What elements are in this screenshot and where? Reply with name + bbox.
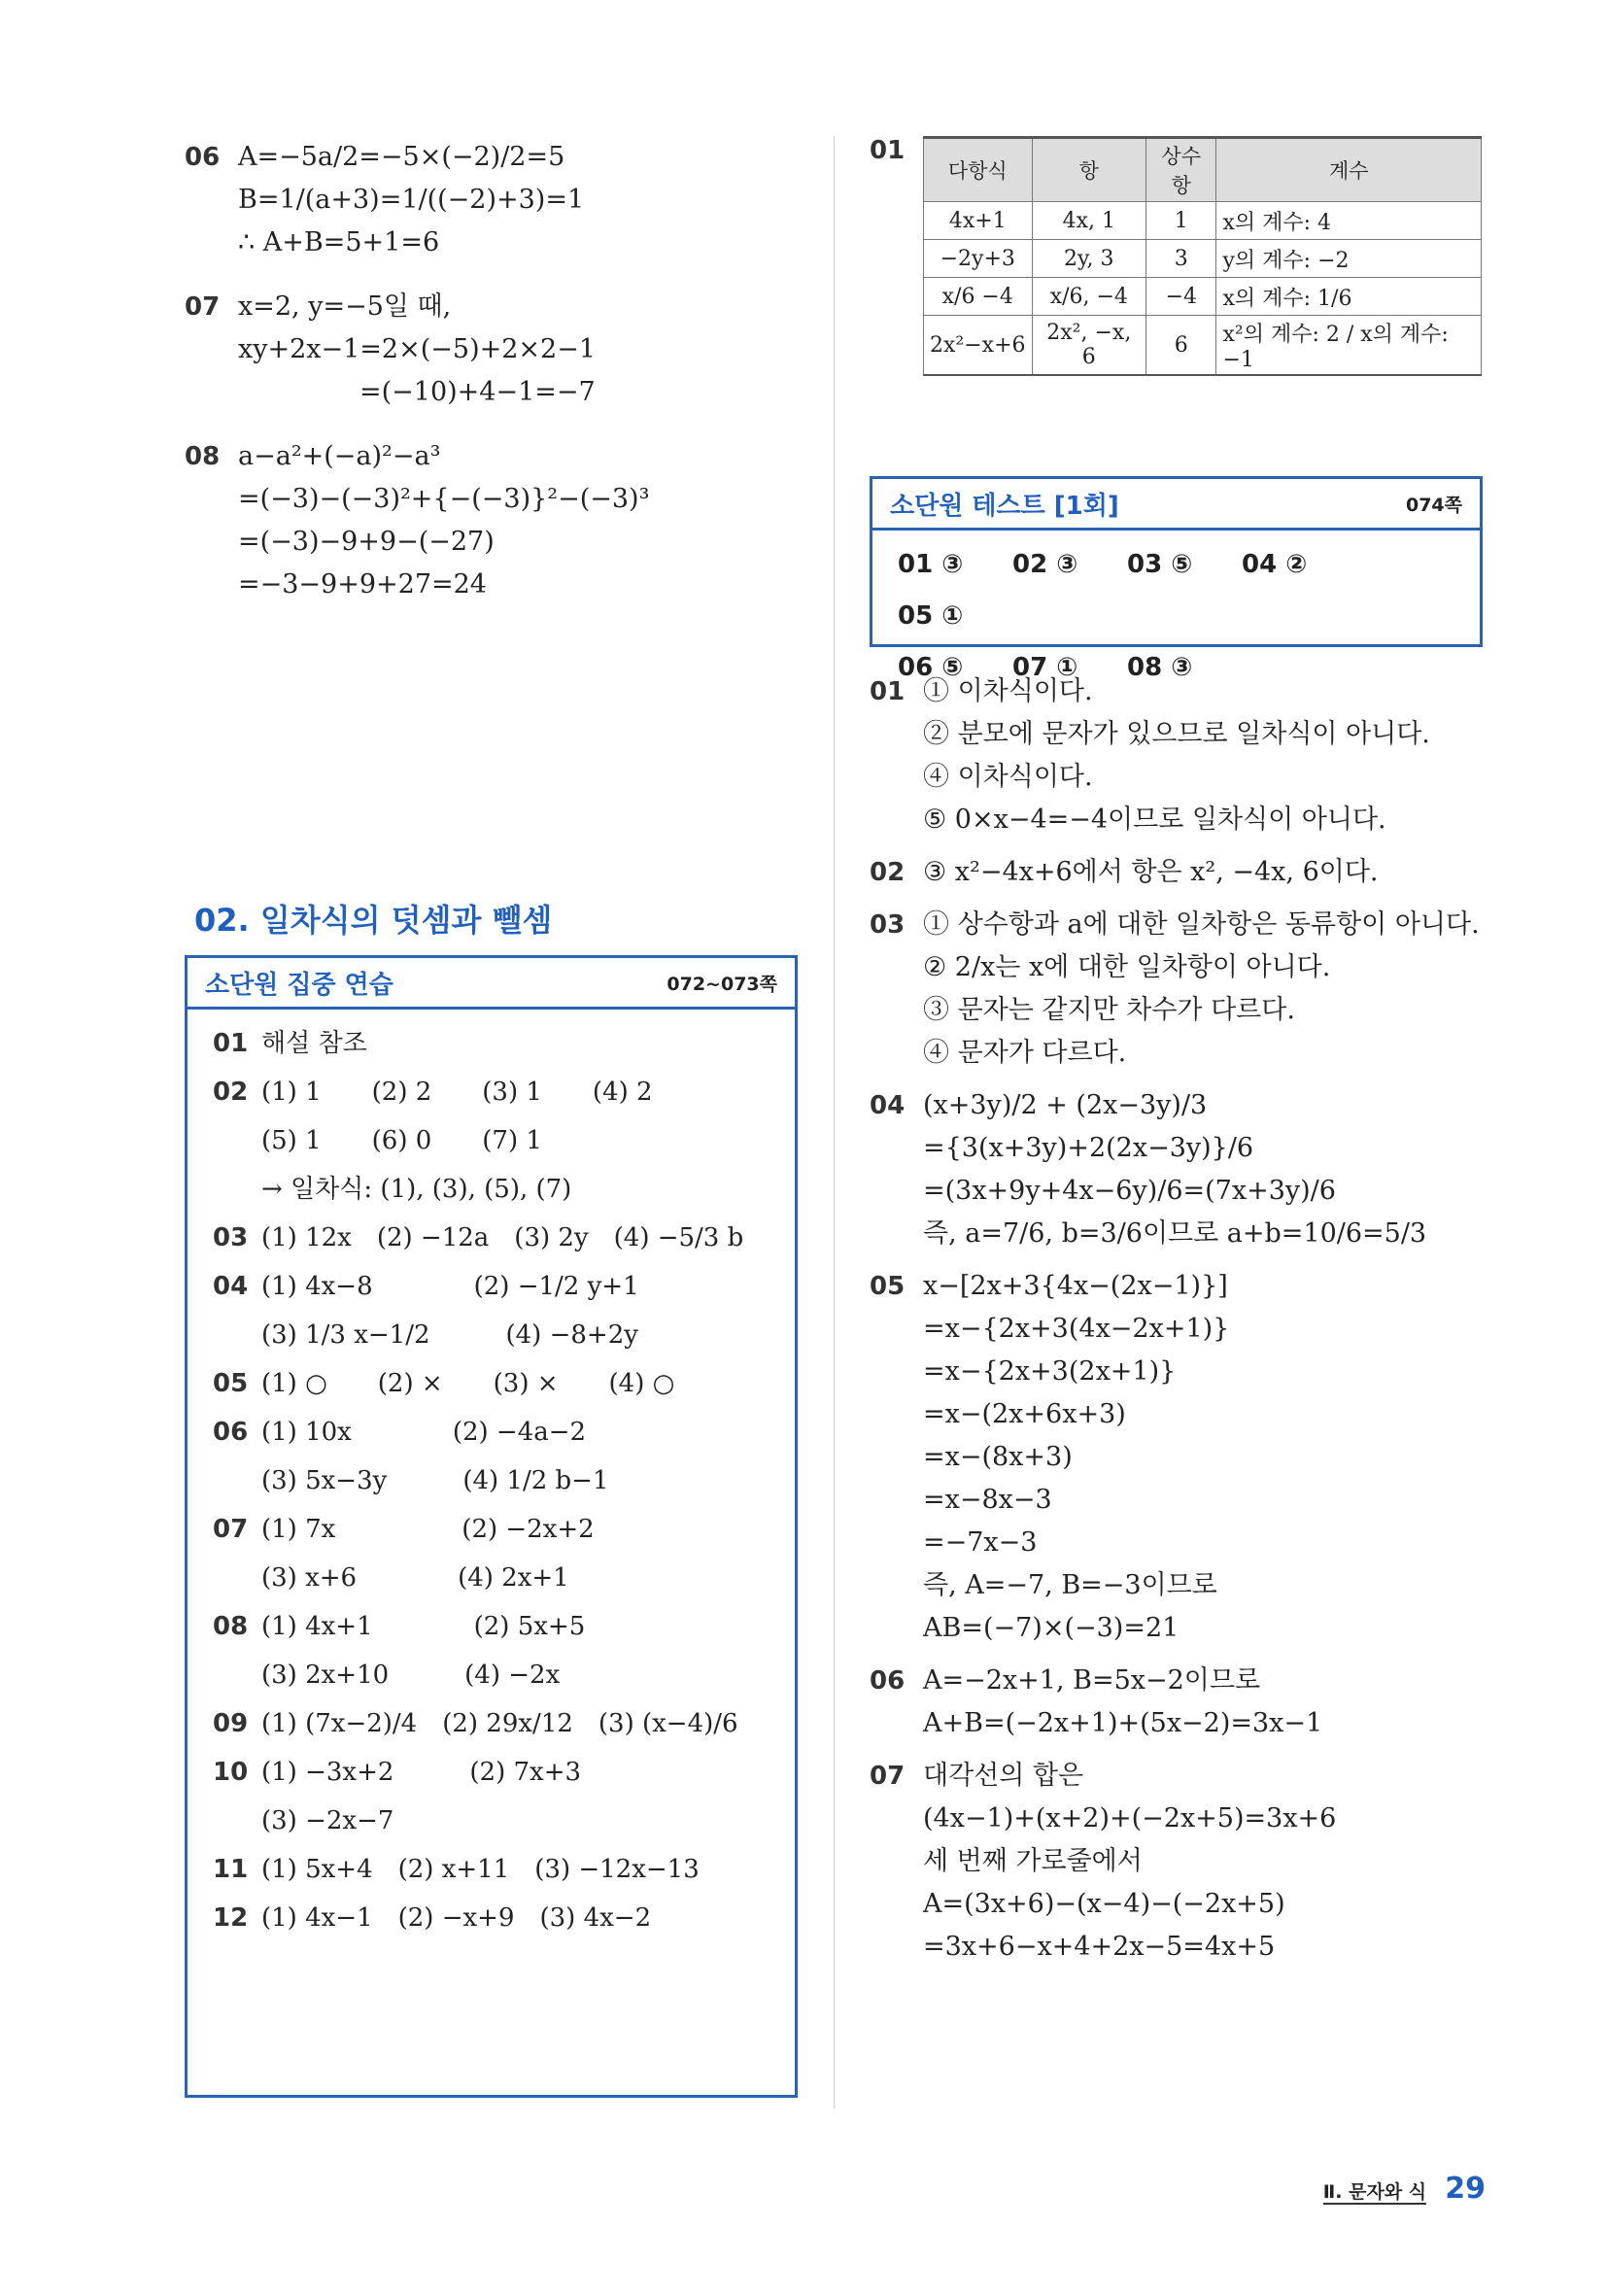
solution-04 xyxy=(870,1084,1491,1255)
solution-num: 05 xyxy=(870,1272,906,1301)
chapter-label: Ⅱ. 문자와 식 xyxy=(1322,2181,1427,2203)
solution-line: =3x+6−x+4+2x−5=4x+5 xyxy=(923,1932,1276,1962)
table-row xyxy=(924,240,1482,278)
practice-row xyxy=(213,1845,769,1894)
practice-row-num: 02 xyxy=(213,1078,249,1107)
practice-row-text: → 일차식: (1), (3), (5), (7) xyxy=(261,1175,572,1204)
table-cell: y의 계수: −2 xyxy=(1216,240,1482,278)
practice-row xyxy=(213,1214,769,1262)
practice-row-num: 11 xyxy=(213,1855,249,1884)
table-cell: −2y+3 xyxy=(924,240,1033,278)
solution-line: ④ 이차식이다. xyxy=(923,762,1093,792)
solution-06 xyxy=(870,1660,1491,1745)
practice-row-text: (1) 4x−1 (2) −x+9 (3) 4x−2 xyxy=(261,1903,652,1933)
solution-line: =x−8x−3 xyxy=(923,1485,1052,1515)
practice-row-text: (1) ○ (2) × (3) × (4) ○ xyxy=(261,1369,675,1398)
test-answer: 01 ③ xyxy=(898,550,964,579)
practice-row xyxy=(213,1068,769,1116)
table-cell: x의 계수: 4 xyxy=(1216,202,1482,240)
table-cell: 2y, 3 xyxy=(1032,240,1146,278)
practice-row xyxy=(213,1602,769,1651)
solution-line: x−[2x+3{4x−(2x−1)}] xyxy=(923,1271,1228,1301)
table-cell: x/6, −4 xyxy=(1032,278,1146,316)
solution-line: (x+3y)/2 + (2x−3y)/3 xyxy=(923,1090,1208,1120)
practice-row xyxy=(213,1019,769,1068)
table-row xyxy=(924,202,1482,240)
practice-row-text: (1) 4x−8 (2) −1/2 y+1 xyxy=(261,1272,639,1301)
practice-row xyxy=(213,1456,769,1505)
table-cell: x의 계수: 1/6 xyxy=(1216,278,1482,316)
practice-row-num: 04 xyxy=(213,1272,249,1301)
solution-line: =x−(2x+6x+3) xyxy=(923,1399,1126,1429)
solution-line: ② 2/x는 x에 대한 일차항이 아니다. xyxy=(923,952,1331,982)
practice-row xyxy=(213,1748,769,1797)
solution-02 xyxy=(870,851,1491,894)
practice-row xyxy=(213,1359,769,1408)
solution-line: 즉, a=7/6, b=3/6이므로 a+b=10/6=5/3 xyxy=(923,1218,1427,1249)
solution-num: 07 xyxy=(870,1762,906,1791)
practice-row-num: 07 xyxy=(213,1515,249,1544)
solution-01 xyxy=(870,670,1491,841)
solution-line: ③ 문자는 같지만 차수가 다르다. xyxy=(923,995,1295,1025)
solution-num: 01 xyxy=(870,677,906,706)
practice-row-num: 09 xyxy=(213,1709,249,1738)
solution-line: A=(3x+6)−(x−4)−(−2x+5) xyxy=(923,1889,1285,1919)
solution-line: ② 분모에 문자가 있으므로 일차식이 아니다. xyxy=(923,719,1430,749)
section-title: 02. 일차식의 덧셈과 뺄셈 xyxy=(194,902,553,939)
solution-line: =x−{2x+3(4x−2x+1)} xyxy=(923,1314,1230,1344)
solution-num: 04 xyxy=(870,1091,906,1120)
table-row xyxy=(924,278,1482,316)
solution-06: 06 A=−5a/2=−5×(−2)/2=5 B=1/(a+3)=1/((−2)+3)=1 ∴ A+B=5+1=6 xyxy=(185,142,585,257)
practice-row xyxy=(213,1262,769,1311)
test-answer: 06 ⑤ xyxy=(898,653,964,682)
table-cell: 2x², −x, 6 xyxy=(1032,316,1146,376)
solution-line: ① 상수항과 a에 대한 일차항은 동류항이 아니다. xyxy=(923,909,1480,940)
solution-05 xyxy=(870,1265,1491,1650)
practice-row-text: (1) 5x+4 (2) x+11 (3) −12x−13 xyxy=(261,1855,700,1884)
solution-num: 06 xyxy=(870,1666,906,1696)
practice-row-num: 08 xyxy=(213,1612,249,1641)
table-row xyxy=(924,316,1482,376)
test-answer-box xyxy=(870,476,1483,682)
table-cell: 4x+1 xyxy=(924,202,1033,240)
test-answer: 02 ③ xyxy=(1012,550,1078,579)
solution-line: (4x−1)+(x+2)+(−2x+5)=3x+6 xyxy=(923,1803,1337,1833)
practice-row-num: 01 xyxy=(213,1029,249,1058)
practice-row-text: (3) 1/3 x−1/2 (4) −8+2y xyxy=(261,1320,638,1350)
table-cell: x²의 계수: 2 / x의 계수: −1 xyxy=(1216,316,1482,376)
practice-row-text: (1) (7x−2)/4 (2) 29x/12 (3) (x−4)/6 xyxy=(261,1709,738,1738)
test-box-title: 소단원 테스트 [1회] xyxy=(890,491,1119,521)
practice-row-text: (3) 2x+10 (4) −2x xyxy=(261,1661,561,1690)
test-answer: 05 ① xyxy=(898,601,964,631)
practice-row xyxy=(213,1797,769,1845)
test-answer: 03 ⑤ xyxy=(1127,550,1193,579)
practice-rows xyxy=(188,1010,795,1952)
page-footer xyxy=(1323,2172,1486,2206)
test-box-pages: 074쪽 xyxy=(1405,494,1462,516)
practice-answer-box xyxy=(185,955,798,2098)
solution-line: ={3(x+3y)+2(2x−3y)}/6 xyxy=(923,1133,1254,1163)
practice-row-text: (3) −2x−7 xyxy=(261,1806,394,1835)
polynomial-table: 다항식 항 상수항 계수 4x+1 4x, 1 1 x의 계수: 4 −2y+3 2y, 3 3 y의 계수: −2 x/6 −4 x/6, −4 −4 x의 계수: 1/6 2x²−x+6 2x², −x, 6 6 x²의 계수: 2 / x의 계수: −1 xyxy=(923,136,1482,376)
practice-row-text: (1) −3x+2 (2) 7x+3 xyxy=(261,1758,582,1787)
solution-num: 03 xyxy=(870,910,906,940)
right-column xyxy=(870,136,1491,376)
table-cell: −4 xyxy=(1146,278,1216,316)
right-solutions xyxy=(870,670,1491,1978)
practice-row xyxy=(213,1894,769,1942)
test-answer: 07 ① xyxy=(1012,653,1078,682)
solution-line: =−7x−3 xyxy=(923,1527,1038,1558)
solution-line: =(3x+9y+4x−6y)/6=(7x+3y)/6 xyxy=(923,1176,1336,1206)
practice-row xyxy=(213,1554,769,1602)
solution-line: 즉, A=−7, B=−3이므로 xyxy=(923,1570,1217,1600)
column-divider xyxy=(834,136,835,2108)
practice-row xyxy=(213,1699,769,1748)
left-solutions xyxy=(185,136,797,628)
practice-row-text: (1) 1 (2) 2 (3) 1 (4) 2 xyxy=(261,1078,653,1107)
practice-row-num: 05 xyxy=(213,1369,249,1398)
table-cell: x/6 −4 xyxy=(924,278,1033,316)
practice-box-title: 소단원 집중 연습 xyxy=(205,970,393,1000)
table-cell: 4x, 1 xyxy=(1032,202,1146,240)
practice-row-text: (1) 10x (2) −4a−2 xyxy=(261,1418,587,1447)
solution-line: A+B=(−2x+1)+(5x−2)=3x−1 xyxy=(923,1708,1323,1738)
practice-row-text: (1) 12x (2) −12a (3) 2y (4) −5/3 b xyxy=(261,1223,744,1252)
table-cell: 2x²−x+6 xyxy=(924,316,1033,376)
practice-row xyxy=(213,1408,769,1456)
test-answer: 04 ② xyxy=(1242,550,1308,579)
table-cell: 3 xyxy=(1146,240,1216,278)
practice-box-pages: 072~073쪽 xyxy=(667,973,777,995)
table-cell: 1 xyxy=(1146,202,1216,240)
practice-row xyxy=(213,1651,769,1699)
solution-03 xyxy=(870,904,1491,1075)
practice-row xyxy=(213,1165,769,1214)
solution-line: 대각선의 합은 xyxy=(923,1761,1084,1791)
practice-row xyxy=(213,1505,769,1554)
solution-line: 세 번째 가로줄에서 xyxy=(923,1846,1143,1876)
solution-num: 02 xyxy=(870,858,906,887)
solution-line: ③ x²−4x+6에서 항은 x², −4x, 6이다. xyxy=(923,857,1379,887)
solution-line: ④ 문자가 다르다. xyxy=(923,1038,1127,1068)
practice-row-num: 03 xyxy=(213,1223,249,1252)
practice-row-text: (1) 7x (2) −2x+2 xyxy=(261,1515,595,1544)
solution-line: =x−(8x+3) xyxy=(923,1442,1073,1472)
page-number: 29 xyxy=(1445,2172,1486,2206)
practice-row-num: 10 xyxy=(213,1758,249,1787)
practice-row-text: (3) 5x−3y (4) 1/2 b−1 xyxy=(261,1466,609,1495)
practice-row-num: 06 xyxy=(213,1418,249,1447)
practice-row-text: (3) x+6 (4) 2x+1 xyxy=(261,1563,569,1593)
solution-line: AB=(−7)×(−3)=21 xyxy=(923,1613,1180,1643)
practice-row-text: (5) 1 (6) 0 (7) 1 xyxy=(261,1126,542,1155)
practice-row-text: (1) 4x+1 (2) 5x+5 xyxy=(261,1612,586,1641)
table-01-block: 01 다항식 항 상수항 계수 4x+1 4x, 1 1 x의 계수: 4 −2y+3 2y, 3 3 y의 계수: −2 x/6 −4 x/6, −4 −4 x의 계수: 1/6 2x²−x+6 2x², −x, 6 6 x²의 계수: 2 / x의 계수: −1 xyxy=(870,136,1491,376)
solution-line: ① 이차식이다. xyxy=(923,676,1093,706)
solution-line: A=−2x+1, B=5x−2이므로 xyxy=(923,1665,1261,1696)
solution-line: ⑤ 0×x−4=−4이므로 일차식이 아니다. xyxy=(923,805,1386,835)
test-answer: 08 ③ xyxy=(1127,653,1193,682)
table-cell: 6 xyxy=(1146,316,1216,376)
practice-row xyxy=(213,1116,769,1165)
solution-07: 07 x=2, y=−5일 때, xy+2x−1=2×(−5)+2×2−1 =(−10)+4−1=−7 xyxy=(185,291,597,407)
practice-row-text: 해설 참조 xyxy=(261,1029,367,1058)
practice-row-num: 12 xyxy=(213,1903,249,1933)
practice-row xyxy=(213,1311,769,1359)
solution-08: 08 a−a²+(−a)²−a³ =(−3)−(−3)²+{−(−3)}²−(−3)³ =(−3)−9+9−(−27) =−3−9+9+27=24 xyxy=(185,441,650,600)
solution-07 xyxy=(870,1755,1491,1969)
solution-line: =x−{2x+3(2x+1)} xyxy=(923,1356,1177,1387)
